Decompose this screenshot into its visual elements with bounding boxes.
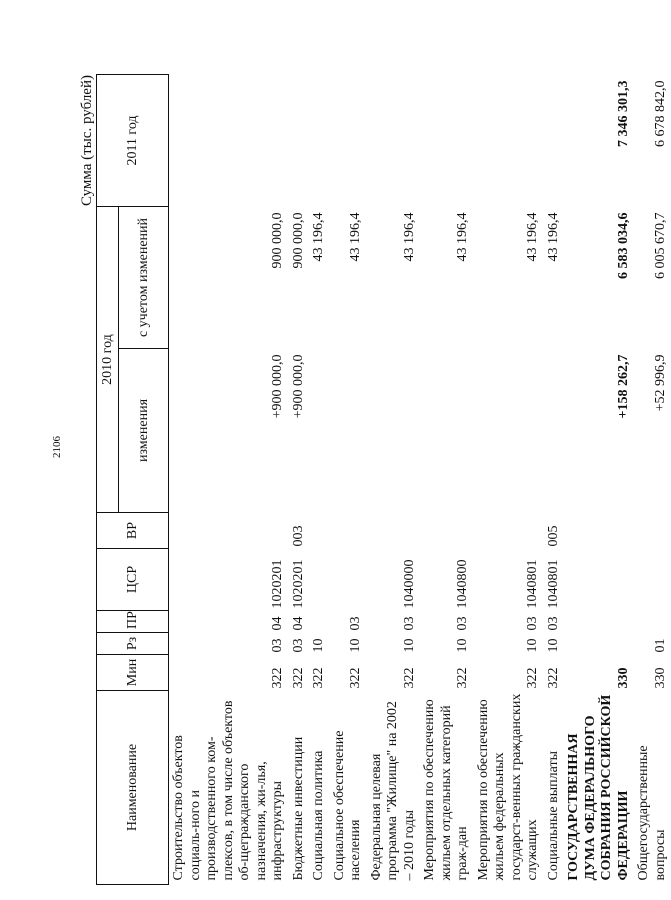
header-rz: Рз	[97, 633, 169, 655]
row-pr: 03	[348, 616, 363, 631]
row-min: 322	[545, 667, 561, 689]
row-min: 322	[270, 667, 285, 689]
row-pr	[634, 611, 671, 633]
row-vr	[474, 513, 544, 549]
table-row	[289, 75, 310, 885]
row-name: Общегосударственные вопросы	[636, 745, 668, 881]
row-changes: +900 000,0	[270, 354, 285, 419]
row-csr: 1040801	[525, 559, 540, 609]
row-pr: 04	[290, 616, 306, 631]
row-2011	[367, 75, 421, 207]
row-csr: 1040000	[401, 559, 417, 609]
row-csr	[330, 549, 367, 611]
row-with-changes: 43 196,4	[311, 212, 326, 262]
table-row	[420, 75, 474, 885]
row-changes	[544, 349, 565, 513]
row-rz: 10	[455, 638, 470, 653]
row-csr: 1020201	[290, 559, 306, 609]
header-name: Наименование	[97, 691, 169, 885]
table-row	[309, 75, 330, 885]
row-name: Мероприятия по обеспечению жильем федеральных государст-венных гражданских служащих	[475, 693, 540, 881]
row-with-changes: 43 196,4	[545, 212, 561, 262]
row-rz: 10	[401, 638, 417, 653]
row-pr: 03	[401, 616, 417, 631]
row-changes: +52 996,9	[652, 354, 668, 412]
row-2011: 6 678 842,0	[652, 80, 668, 147]
row-name: Социальная политика	[311, 750, 326, 881]
row-vr	[169, 513, 289, 549]
row-changes: +158 262,7	[615, 354, 631, 419]
row-rz: 10	[525, 638, 540, 653]
row-rz: 10	[311, 638, 326, 653]
row-csr	[309, 549, 330, 611]
row-with-changes: 900 000,0	[290, 212, 306, 269]
row-name: Мероприятия по обеспечению жильем отдельных категорий граж-дан	[422, 699, 470, 881]
row-min: 322	[455, 667, 470, 689]
row-2011	[169, 75, 289, 207]
row-2011	[330, 75, 367, 207]
row-with-changes: 43 196,4	[525, 212, 540, 262]
row-pr: 04	[270, 616, 285, 631]
row-min: 322	[311, 667, 326, 689]
row-min: 322	[290, 667, 306, 689]
row-csr: 1020201	[270, 559, 285, 609]
row-vr: 003	[290, 525, 306, 547]
header-year-2010: 2010 год	[97, 207, 119, 513]
row-rz: 03	[290, 638, 306, 653]
row-name: Социальные выплаты	[545, 750, 561, 881]
row-min: 322	[401, 667, 417, 689]
row-vr	[367, 513, 421, 549]
row-pr	[564, 611, 634, 633]
row-vr	[309, 513, 330, 549]
row-csr	[564, 549, 634, 611]
row-with-changes: 6 005 670,7	[652, 212, 668, 279]
table-row	[564, 75, 634, 885]
header-changes: изменения	[119, 349, 169, 513]
row-2011: 7 346 301,3	[615, 80, 631, 147]
row-changes	[474, 349, 544, 513]
row-rz: 01	[652, 638, 668, 653]
row-rz: 10	[545, 638, 561, 653]
budget-table	[96, 74, 671, 885]
table-row	[367, 75, 421, 885]
row-name: ГОСУДАРСТВЕННАЯ ДУМА ФЕДЕРАЛЬНОГО СОБРАНИЯ РОССИЙСКОЙ ФЕДЕРАЦИИ	[566, 694, 631, 881]
table-row	[474, 75, 544, 885]
budget-table-page	[79, 75, 668, 885]
table-row	[544, 75, 565, 885]
row-csr	[634, 549, 671, 611]
row-changes	[309, 349, 330, 513]
row-name: Строительство объектов социаль-ного и производственного ком-плексов, в том числе объектов об-щегражданского назначения, жи-лья, инфраструктуры	[171, 700, 285, 881]
row-name: Бюджетные инвестиции	[290, 736, 306, 881]
row-changes	[420, 349, 474, 513]
row-name: Социальное обеспечение населения	[331, 730, 363, 881]
page-number: 2106	[51, 436, 63, 458]
row-csr: 1040800	[455, 559, 470, 609]
row-pr: 03	[525, 616, 540, 631]
row-vr: 005	[545, 525, 561, 547]
row-pr	[309, 611, 330, 633]
row-with-changes: 900 000,0	[270, 212, 285, 269]
row-2011	[309, 75, 330, 207]
header-with-changes: с учетом изменений	[119, 207, 169, 349]
row-rz: 10	[348, 638, 363, 653]
row-csr: 1040801	[545, 559, 561, 609]
row-2011	[544, 75, 565, 207]
row-vr	[634, 513, 671, 549]
header-pr: ПР	[97, 611, 169, 633]
row-with-changes: 6 583 034,6	[615, 212, 631, 279]
row-changes: +900 000,0	[290, 354, 306, 419]
table-row	[330, 75, 367, 885]
header-vr: ВР	[97, 513, 169, 549]
row-with-changes: 43 196,4	[401, 212, 417, 262]
row-2011	[474, 75, 544, 207]
row-changes	[330, 349, 367, 513]
row-name: Федеральная целевая программа "Жилище" на 2002 – 2010 годы	[368, 701, 417, 881]
units-caption: Сумма (тыс. рублей)	[79, 75, 95, 207]
row-vr	[420, 513, 474, 549]
row-vr	[564, 513, 634, 549]
row-2011	[420, 75, 474, 207]
row-vr	[330, 513, 367, 549]
row-rz	[564, 633, 634, 655]
row-changes	[367, 349, 421, 513]
header-csr: ЦСР	[97, 549, 169, 611]
row-min: 322	[348, 667, 363, 689]
header-min: Мин	[97, 655, 169, 691]
table-header	[97, 75, 169, 885]
row-min: 330	[652, 667, 668, 689]
table-row	[169, 75, 289, 885]
table-row	[634, 75, 671, 885]
row-pr: 03	[455, 616, 470, 631]
row-min: 330	[615, 667, 631, 689]
header-year-2011: 2011 год	[97, 75, 169, 207]
row-rz: 03	[270, 638, 285, 653]
row-with-changes: 43 196,4	[348, 212, 363, 262]
row-with-changes: 43 196,4	[455, 212, 470, 262]
row-min: 322	[525, 667, 540, 689]
row-pr: 03	[545, 616, 561, 631]
row-2011	[289, 75, 310, 207]
table-body	[169, 75, 671, 885]
